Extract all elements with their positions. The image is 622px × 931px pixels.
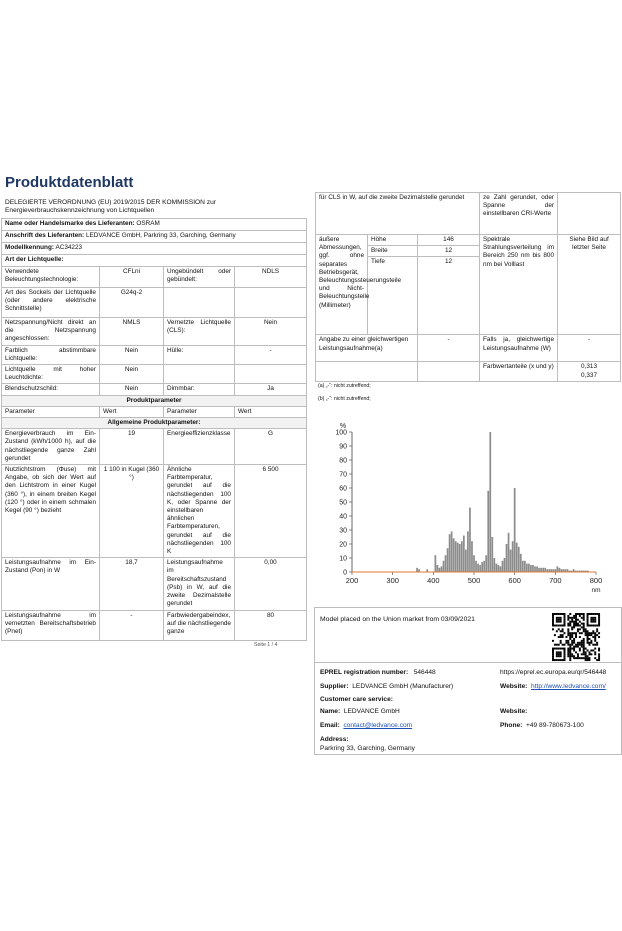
spectrum-bar [522,561,524,572]
care-name-row: Name: LEDVANCE GmbH [320,708,400,715]
equiv-row: Angabe zu einer gleichwertigen Leistungsaufnahme(a) - Falls ja, gleichwertige Leistungsaufnahme (W) - [316,335,621,362]
spectrum-bar [504,558,506,572]
spectrum-bar [451,531,453,572]
y-axis-label: % [339,423,347,430]
website-link[interactable]: http://www.ledvance.com/ [531,683,606,690]
care-website-label: Website: [500,708,528,715]
spectrum-bar [473,555,475,572]
y-tick-label: 40 [339,513,347,521]
spectrum-bar [512,541,514,572]
spectrum-chart [316,418,616,598]
spectrum-bar [510,550,512,572]
box-divider [315,662,621,663]
spectrum-bar [532,565,534,572]
address-value: Parkring 33, Garching, Germany [320,745,415,752]
art-row: Lichtquelle mit hoher Leuchtdichte: Nein [2,365,307,384]
dim-key: Höhe [368,235,418,246]
spectrum-bar [520,554,522,572]
spectrum-bar [514,488,516,572]
art-label: Art der Lichtquelle: [2,255,307,267]
spectrum-bar [463,536,465,572]
spectrum-bar [439,568,441,572]
y-tick-label: 30 [339,527,347,535]
website-row: Website: http://www.ledvance.com/ [500,683,606,690]
spectrum-bar [483,561,485,572]
spectrum-bar [485,555,487,572]
spectrum-bar [467,531,469,572]
eprel-row: EPREL registration number: 546448 [320,669,436,676]
spectrum-bar [526,564,528,572]
x-axis-label: nm [591,587,601,594]
spectrum-bar [557,566,559,572]
y-tick-label: 50 [339,499,347,507]
column-headers: Parameter Wert Parameter Wert [2,406,307,417]
spectrum-bar [453,538,455,572]
spectrum-bar [534,566,536,572]
footnote-b: (b) „-“: nicht zutreffend; [318,396,371,402]
phone-row: Phone: +49 89-780673-100 [500,722,584,729]
footnote-a: (a) „-“: nicht zutreffend; [318,383,371,389]
model-row: Modellkennung: AC34223 [2,243,307,255]
dim-value: 146 [418,235,480,246]
spectrum-bar [487,491,489,572]
placed-on-market: Model placed on the Union market from 03/09/2021 [320,616,475,623]
spectrum-bar [416,568,418,572]
spectrum-bar [502,561,504,572]
spectrum-bar [455,541,457,572]
dim-key: Breite [368,246,418,257]
spectrum-bar [435,555,437,572]
param-row: Nutzlichtstrom (Φuse) mit Angabe, ob sich der Wert auf den Lichtstrom in einer Kugel (360 °), in einem breiten Kegel (120 °) oder in einem schmalen Kegel (90 °) bezieht 1 100 in Kugel (360 °) Ähnliche Farbtemperatur, gerundet auf die nächstliegenden 100 K, oder Spanne der einstellbaren ähnlichen Farbtemperaturen, gerundet auf die nächstliegenden 100 K 6 500 [2,465,307,558]
spectrum-bar [544,568,546,572]
spectrum-bar [538,568,540,572]
x-tick-label: 800 [589,576,603,585]
eprel-link[interactable]: https://eprel.ec.europa.eu/qr/546448 [500,669,607,676]
spectrum-bar [465,550,467,572]
supplier-table [1,218,307,641]
dim-value: 12 [418,257,480,335]
spectrum-bar [469,508,471,572]
spectrum-bar [449,534,451,572]
y-tick-label: 60 [339,485,347,493]
dims-label: äußere Abmessungen, ggf. ohne separates Betriebsgerät, Beleuchtungssteuerungsteile und Nicht-Beleuchtungsteile (Millimeter) [316,235,368,335]
eprel-box [314,607,622,755]
page-number: Seite 1 / 4 [254,642,278,648]
spectrum-bar [461,541,463,572]
x-tick-label: 500 [467,576,481,585]
spectrum-bar [536,566,538,572]
produktparameter-heading: Produktparameter [2,395,307,406]
y-tick-label: 80 [339,457,347,465]
spectrum-bar [437,565,439,572]
art-row: Art des Sockels der Lichtquelle (oder andere elektrische Schnittstelle) G24q-2 [2,288,307,318]
art-row: Verwendete Beleuchtungstechnologie: CFLni Ungebündelt oder gebündelt: NDLS [2,267,307,288]
art-row: Netzspannung/Nicht direkt an die Netzspannung angeschlossen: NMLS Vernetzte Lichtquelle (CLS): Nein [2,318,307,346]
param-row: Leistungsaufnahme im vernetzten Bereitschaftsbetrieb (Pnet) - Farbwiedergabeindex, auf die nächstliegende ganze 80 [2,610,307,640]
spectrum-bar [489,432,491,572]
supplier-name-row: Name oder Handelsmarke des Lieferanten: OSRAM [2,219,307,231]
y-tick-label: 90 [339,443,347,451]
y-tick-label: 100 [335,429,347,437]
customer-care-title: Customer care service: [320,696,393,703]
x-tick-label: 300 [386,576,399,585]
qr-code [552,613,600,661]
page-title: Produktdatenblatt [5,174,134,191]
left-page [0,172,308,652]
spectrum-bar [457,543,459,572]
spectrum-bar [508,533,510,572]
spectrum-bar [445,555,447,572]
y-tick-label: 70 [339,471,347,479]
cont-row: für CLS in W, auf die zweite Dezimalstelle gerundet ze Zahl gerundet, oder Spanne der einstellbaren CRI-Werte [316,193,621,235]
art-row: Blendschutzschild: Nein Dimmbar: Ja [2,384,307,395]
supplier-row: Supplier: LEDVANCE GmbH (Manufacturer) [320,683,454,690]
spectrum-bar [500,566,502,572]
spectrum-bar [506,544,508,572]
spectrum-bar [493,558,495,572]
spectral-label: Spektrale Strahlungsverteilung im Bereich 250 nm bis 800 nm bei Volllast [480,235,558,335]
spectrum-bar [441,566,443,572]
art-row: Farblich abstimmbare Lichtquelle: Nein Hülle: - [2,345,307,364]
spectrum-bar [479,565,481,572]
y-tick-label: 20 [339,541,347,549]
spectrum-bar [481,562,483,572]
param-row: Leistungsaufnahme im Ein-Zustand (Pon) in W 18,7 Leistungsaufnahme im Bereitschaftszustand (Psb) in W, auf die zweite Dezimalstelle gerundet 0,00 [2,558,307,610]
x-tick-label: 600 [508,576,521,585]
spectrum-bar [498,565,500,572]
y-tick-label: 10 [339,555,347,563]
spectrum-bar [528,564,530,572]
param-row: Energieverbrauch im Ein-Zustand (kWh/1000 h), auf die nächstliegende ganze Zahl gerundet 19 Energieeffizienzklasse G [2,429,307,465]
dim-key: Tiefe [368,257,418,335]
spectrum-bar [475,561,477,572]
address-label: Address: [320,736,349,743]
spectrum-bar [530,565,532,572]
spectrum-bar [447,548,449,572]
x-tick-label: 700 [549,576,562,585]
supplier-address-row: Anschrift des Lieferanten: LEDVANCE GmbH, Parkring 33, Garching, Germany [2,231,307,243]
regulation-subtitle: DELEGIERTE VERORDNUNG (EU) 2019/2015 DER KOMMISSION zur Energieverbrauchskennzeichnung von Lichtquellen [5,199,216,215]
spectrum-bar [516,543,518,572]
spectrum-bar [524,561,526,572]
spectral-value: Siehe Bild auf letzter Seite [558,235,621,335]
continuation-table [315,192,621,382]
spectrum-svg [316,418,616,598]
spectrum-bar [459,544,461,572]
email-link[interactable]: contact@ledvance.com [343,722,413,729]
spectrum-bar [542,568,544,572]
spectrum-bar [559,568,561,572]
x-tick-label: 400 [427,576,440,585]
spectrum-bar [518,547,520,572]
spectrum-bar [471,541,473,572]
allgemeine-heading: Allgemeine Produktparameter: [2,418,307,429]
dim-value: 12 [418,246,480,257]
spectrum-bar [477,564,479,572]
email-row: Email: contact@ledvance.com [320,722,413,729]
farb-row: Farbwertanteile (x und y) 0,313 0,337 [316,362,621,381]
y-tick-label: 0 [343,569,347,577]
spectrum-bar [496,564,498,572]
spectrum-bar [491,537,493,572]
spectrum-bar [540,568,542,572]
x-tick-label: 200 [345,576,359,585]
spectrum-bar [443,561,445,572]
